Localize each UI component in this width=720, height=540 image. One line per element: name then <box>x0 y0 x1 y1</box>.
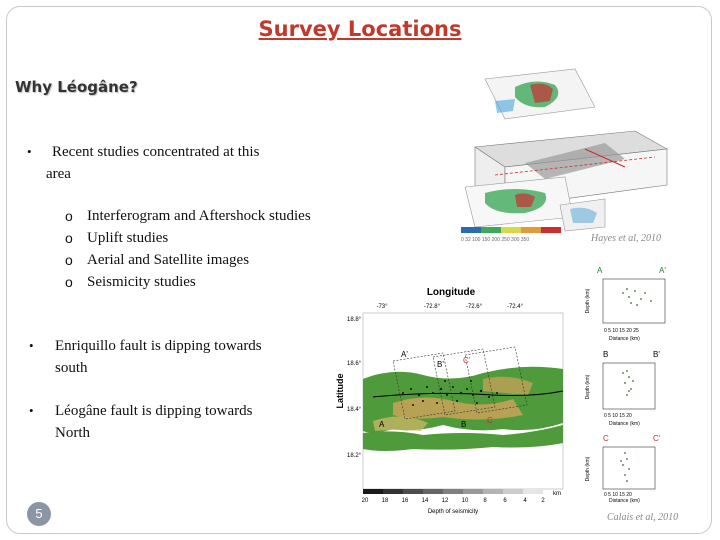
bullet-leogane-fault <box>29 400 329 444</box>
page-number-badge: 5 <box>27 502 51 526</box>
panel-xlabel: Distance (km) <box>609 336 640 342</box>
slide-frame <box>6 6 712 534</box>
sub-bullet-text: Aerial and Satellite images <box>87 252 250 268</box>
panel-ylabel: Depth (km) <box>585 456 591 482</box>
scale-tick: 12 <box>441 498 449 504</box>
panel-right-label: C' <box>653 434 661 443</box>
panel-ylabel: Depth (km) <box>585 288 591 314</box>
panel-xticks: 0 5 10 15 20 25 <box>604 328 639 334</box>
map-lon-tick: -72.4° <box>506 304 524 310</box>
color-scale-bar <box>461 227 561 243</box>
profile-panel-a <box>585 266 666 342</box>
sub-bullet-mark: o <box>65 230 73 246</box>
bullet-text: Recent studies concentrated at this <box>52 144 260 160</box>
sub-bullet-mark: o <box>65 252 73 268</box>
profile-label: A <box>379 420 385 429</box>
panel-xlabel: Distance (km) <box>609 421 640 427</box>
interferogram-top <box>485 69 595 119</box>
bullet-mark: • <box>29 403 34 418</box>
profile-label: A' <box>401 350 408 359</box>
bullet-enriquillo-fault <box>29 335 329 379</box>
bullet-text-cont: area <box>46 166 71 182</box>
panel-left-label: A <box>597 266 603 275</box>
scale-tick: 4 <box>523 498 527 504</box>
scale-tick: 14 <box>421 498 429 504</box>
sub-bullet-text: Seismicity studies <box>87 274 196 290</box>
profile-panel-c <box>585 434 661 503</box>
bullet-text: Enriquillo fault is dipping towards <box>55 338 262 354</box>
bullet-text-cont: south <box>55 360 88 376</box>
profile-label: C <box>487 416 493 425</box>
sub-bullet-item <box>65 271 315 293</box>
citation-calais: Calais et al, 2010 <box>607 512 679 523</box>
scale-tick: 16 <box>401 498 409 504</box>
panel-xticks: 0 5 10 15 20 <box>604 492 632 498</box>
map-lon-tick: -72.8° <box>423 304 441 310</box>
bullet-mark: • <box>27 144 32 159</box>
map-lat-tick: 18.8° <box>347 317 362 323</box>
slide-title: Survey Locations <box>258 17 462 41</box>
scale-label: Depth of seismicity <box>427 509 479 515</box>
map-lat-tick: 18.6° <box>347 361 362 367</box>
sub-bullet-item <box>65 249 315 271</box>
panel-left-label: C <box>603 434 609 443</box>
bullet-text: Léogâne fault is dipping towards <box>55 403 253 419</box>
panel-left-label: B <box>603 350 609 359</box>
profile-label: B <box>461 420 467 429</box>
sub-bullet-text: Interferogram and Aftershock studies <box>87 208 311 224</box>
seismicity-map <box>333 283 573 523</box>
map-terrain <box>363 313 563 489</box>
sub-bullet-text: Uplift studies <box>87 230 169 246</box>
panel-ylabel: Depth (km) <box>585 374 591 400</box>
map-xlabel: Longitude <box>426 287 476 298</box>
fault-model-figure <box>455 67 675 249</box>
sub-bullet-item <box>65 227 315 249</box>
scale-tick: 18 <box>381 498 389 504</box>
scale-unit: km <box>553 491 561 497</box>
map-lat-tick: 18.2° <box>347 453 362 459</box>
profile-panel-b <box>585 350 660 427</box>
profile-label: B' <box>437 360 444 369</box>
interferogram-scale-ticks: 0 32 100 150 200 250 300 350 <box>461 237 530 243</box>
scale-tick: 20 <box>361 498 369 504</box>
depth-profiles <box>571 263 681 503</box>
scale-tick: 2 <box>541 498 545 504</box>
scale-tick: 10 <box>461 498 469 504</box>
map-ylabel: Latitude <box>335 373 345 409</box>
bullet-recent-studies <box>27 141 327 185</box>
scale-tick: 6 <box>503 498 507 504</box>
slide-subtitle: Why Léogâne? <box>15 78 138 96</box>
panel-right-label: B' <box>653 350 660 359</box>
map-lon-tick: -73° <box>376 304 388 310</box>
map-lat-tick: 18.4° <box>347 407 362 413</box>
bullet-mark: • <box>29 338 34 353</box>
profile-label: C' <box>463 356 471 365</box>
sub-bullet-mark: o <box>65 274 73 290</box>
panel-xticks: 0 5 10 15 20 <box>604 413 632 419</box>
map-lon-tick: -72.6° <box>465 304 483 310</box>
sub-bullet-mark: o <box>65 208 73 224</box>
depth-scale-bar <box>362 489 561 515</box>
sub-bullet-item <box>65 205 315 227</box>
panel-xlabel: Distance (km) <box>609 498 640 503</box>
citation-hayes: Hayes et al, 2010 <box>591 233 661 244</box>
panel-right-label: A' <box>659 266 666 275</box>
bullet-text-cont: North <box>55 425 90 441</box>
sub-bullet-list <box>65 205 315 293</box>
scale-tick: 8 <box>483 498 487 504</box>
